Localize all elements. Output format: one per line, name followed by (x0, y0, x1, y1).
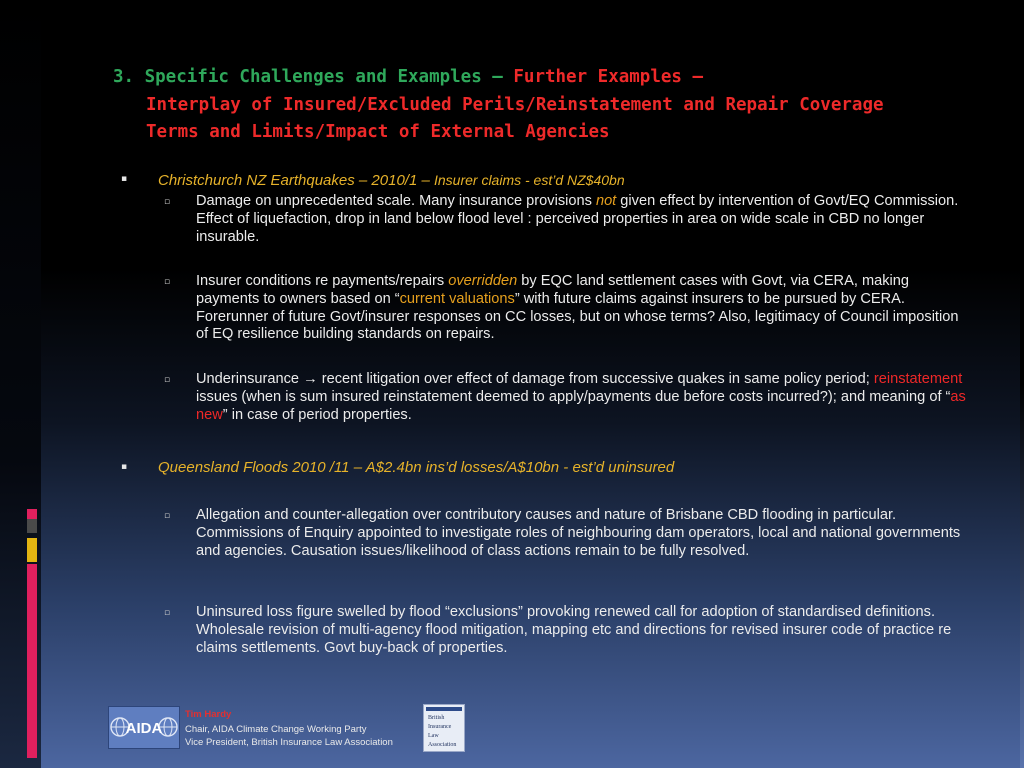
bila-logo (423, 704, 465, 752)
christchurch-paragraph-1 (196, 193, 966, 246)
title-line-1-highlight: Further Examples – (513, 67, 704, 87)
slide-title (113, 64, 993, 147)
bullet-icon: ▪ (121, 462, 128, 472)
title-line-1 (113, 64, 993, 92)
title-line-3: Terms and Limits/Impact of External Agencies (146, 122, 610, 142)
christchurch-paragraph-3 (196, 371, 966, 424)
queensland-paragraph-1: Allegation and counter-allegation over contributory causes and nature of Brisbane CBD flooding in particular. Commissions of Enquiry appointed to investigate roles of neighbouring dam operators, local and national governments and agencies. Causation issues/likelihood of class actions remain to be fully resolved. (196, 507, 961, 559)
title-line-2: Interplay of Insured/Excluded Perils/Reinstatement and Repair Coverage (146, 94, 884, 115)
emphasis-overridden: overridden (448, 273, 518, 289)
christchurch-heading-claims: Insurer claims - est’d NZ$40bn (433, 172, 625, 188)
highlight-as-new: as new (196, 388, 966, 423)
sub-bullet-icon: ▫ (164, 197, 171, 207)
text-run: by EQC land settlement cases with Govt, via CERA, making payments to owners based on “ (196, 273, 909, 307)
bila-logo-word-2: Insurance (428, 724, 452, 730)
speaker-role-aida: Chair, AIDA Climate Change Working Party (185, 724, 367, 735)
bila-logo-graphic (424, 705, 464, 751)
aida-logo-graphic (109, 707, 179, 748)
christchurch-paragraph-2 (196, 273, 966, 344)
section-heading-christchurch (158, 171, 625, 190)
emphasis-not: not (595, 193, 617, 209)
sub-bullet-icon: ▫ (164, 277, 171, 287)
text-run: ” with future claims against insurers to be pursued by CERA. Forerunner of future Govt/insurer responses on CC losses, but on whose terms? Also, legitimacy of Council imposition of EQ resilience building standards on repairs. (196, 290, 959, 343)
section-heading-queensland: Queensland Floods 2010 /11 – A$2.4bn ins’d losses/A$10bn - est’d uninsured (158, 459, 675, 476)
text-run: Underinsurance → recent litigation over effect of damage from successive quakes in same policy period; (196, 371, 874, 387)
bila-logo-word-3: Law (428, 733, 439, 739)
aida-logo (108, 706, 180, 749)
queensland-paragraph-2: Uninsured loss figure swelled by flood “exclusions” provoking renewed call for adoption of standardised definitions. Wholesale revision of multi-agency flood mitigation, mapping etc and directions for revised insurer code of practice re claims settlements. Govt buy-back of properties. (196, 604, 952, 656)
bila-logo-word-4: Association (428, 742, 457, 748)
speaker-name: Tim Hardy (185, 709, 232, 720)
christchurch-heading-main: Christchurch NZ Earthquakes – 2010/1 – (158, 172, 434, 189)
speaker-role-bila: Vice President, British Insurance Law Association (185, 737, 393, 748)
sub-bullet-icon: ▫ (164, 511, 171, 521)
highlight-current-valuations: current valuations (399, 290, 515, 307)
aida-logo-text: AIDA (125, 720, 163, 737)
bila-logo-word-1: British (428, 715, 445, 721)
text-run: ” in case of period properties. (222, 406, 412, 423)
text-run: Insurer conditions re payments/repairs (196, 273, 449, 289)
text-run: issues (when is sum insured reinstatement deemed to apply/payments due before costs incurred?); and meaning of “ (196, 388, 951, 405)
footer (108, 706, 468, 750)
bullet-icon: ▪ (121, 174, 128, 184)
highlight-reinstatement: reinstatement (873, 371, 963, 387)
text-run: given effect by intervention of Govt/EQ Commission. Effect of liquefaction, drop in land below flood level : perceived properties in area on wide scale in CBD no longer insurable. (196, 193, 959, 245)
text-run: Damage on unprecedented scale. Many insurance provisions (196, 193, 596, 209)
title-line-1-prefix: 3. Specific Challenges and Examples – (113, 67, 514, 87)
sub-bullet-icon: ▫ (164, 608, 171, 618)
bila-logo-band (426, 707, 462, 711)
sub-bullet-icon: ▫ (164, 375, 171, 385)
